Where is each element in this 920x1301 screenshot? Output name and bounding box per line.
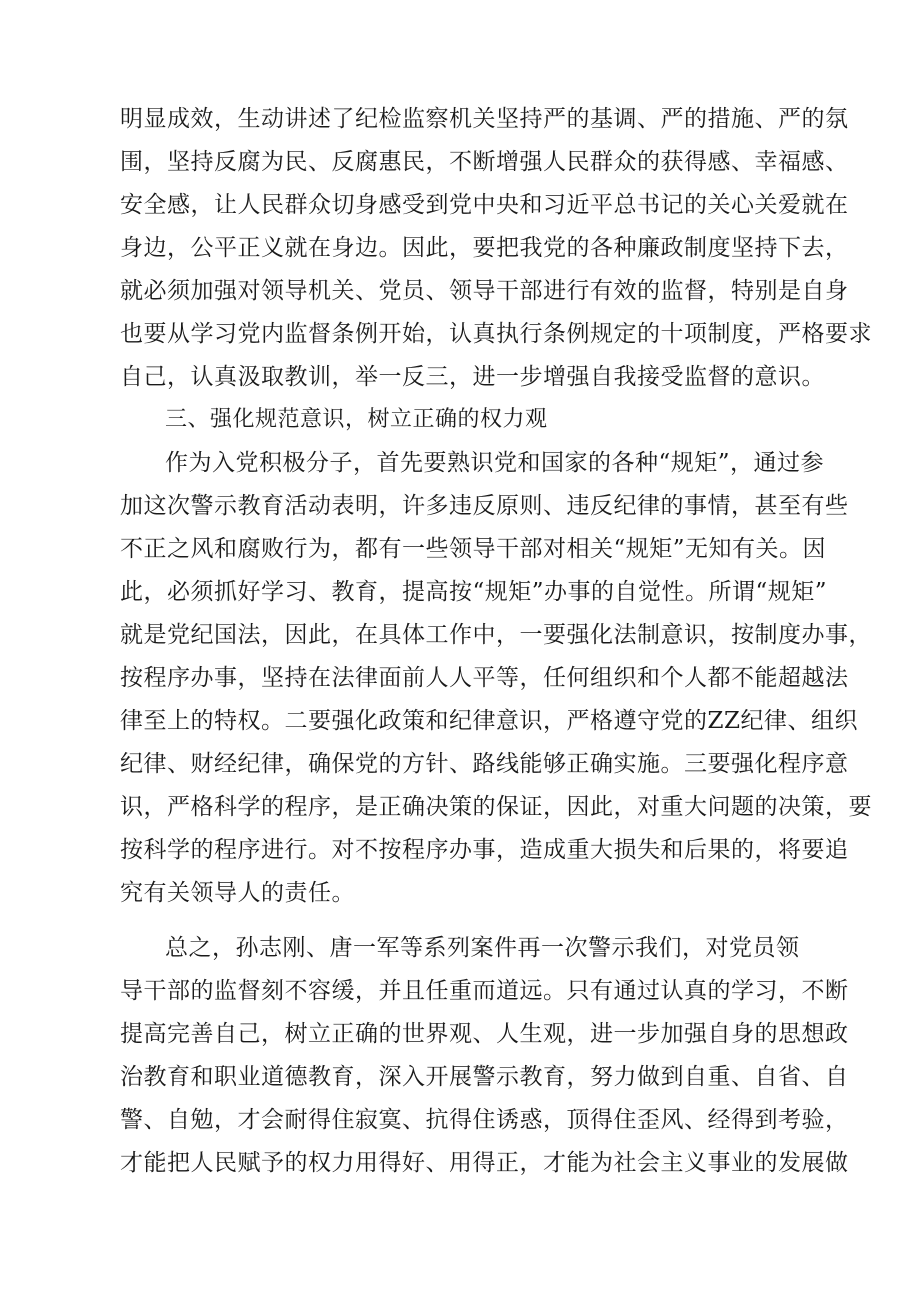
body-text-line: 才能把人民赋予的权力用得好、用得正，才能为社会主义事业的发展做 [120,1150,849,1176]
body-text-line: 警、自勉，才会耐得住寂寞、抗得住诱惑，顶得住歪风、经得到考验， [120,1107,849,1133]
body-text-line: 就必须加强对领导机关、党员、领导干部进行有效的监督，特别是自身 [120,278,849,304]
body-text-line: 明显成效，生动讲述了纪检监察机关坚持严的基调、严的措施、严的氛 [120,106,849,132]
body-text-line: 就是党纪国法，因此，在具体工作中，一要强化法制意识，按制度办事， [120,622,872,648]
body-text-line: 究有关领导人的责任。 [120,880,355,906]
body-text-line: 律至上的特权。二要强化政策和纪律意识，严格遵守党的ZZ纪律、组织 [120,708,858,734]
body-text-line: 识，严格科学的程序，是正确决策的保证，因此，对重大问题的决策，要 [120,794,872,820]
body-text-line: 提高完善自己，树立正确的世界观、人生观，进一步加强自身的思想政 [120,1021,849,1047]
body-text-line: 按程序办事，坚持在法律面前人人平等，任何组织和个人都不能超越法 [120,665,849,691]
body-text-line: 按科学的程序进行。对不按程序办事，造成重大损失和后果的，将要追 [120,837,849,863]
body-text-line: 治教育和职业道德教育，深入开展警示教育，努力做到自重、自省、自 [120,1064,849,1090]
paragraph-first-line: 总之，孙志刚、唐一军等系列案件再一次警示我们，对党员领 [165,935,800,961]
section-heading: 三、强化规范意识，树立正确的权力观 [165,407,548,432]
body-text-line: 此，必须抓好学习、教育，提高按“规矩”办事的自觉性。所谓“规矩” [120,579,828,605]
body-text-line: 围，坚持反腐为民、反腐惠民，不断增强人民群众的获得感、幸福感、 [120,149,849,175]
body-text-line: 纪律、财经纪律，确保党的方针、路线能够正确实施。三要强化程序意 [120,751,849,777]
body-text-line: 也要从学习党内监督条例开始，认真执行条例规定的十项制度，严格要求 [120,321,872,347]
paragraph-first-line: 作为入党积极分子，首先要熟识党和国家的各种“规矩”，通过参 [165,450,825,476]
body-text-line: 加这次警示教育活动表明，许多违反原则、违反纪律的事情，甚至有些 [120,493,849,519]
body-text-line: 自己，认真汲取教训，举一反三，进一步增强自我接受监督的意识。 [120,364,825,390]
body-text-line: 不正之风和腐败行为，都有一些领导干部对相关“规矩”无知有关。因 [120,536,827,562]
body-text-line: 身边，公平正义就在身边。因此，要把我党的各种廉政制度坚持下去， [120,235,849,261]
body-text-line: 安全感，让人民群众切身感受到党中央和习近平总书记的关心关爱就在 [120,192,849,218]
body-text-line: 导干部的监督刻不容缓，并且任重而道远。只有通过认真的学习，不断 [120,978,849,1004]
